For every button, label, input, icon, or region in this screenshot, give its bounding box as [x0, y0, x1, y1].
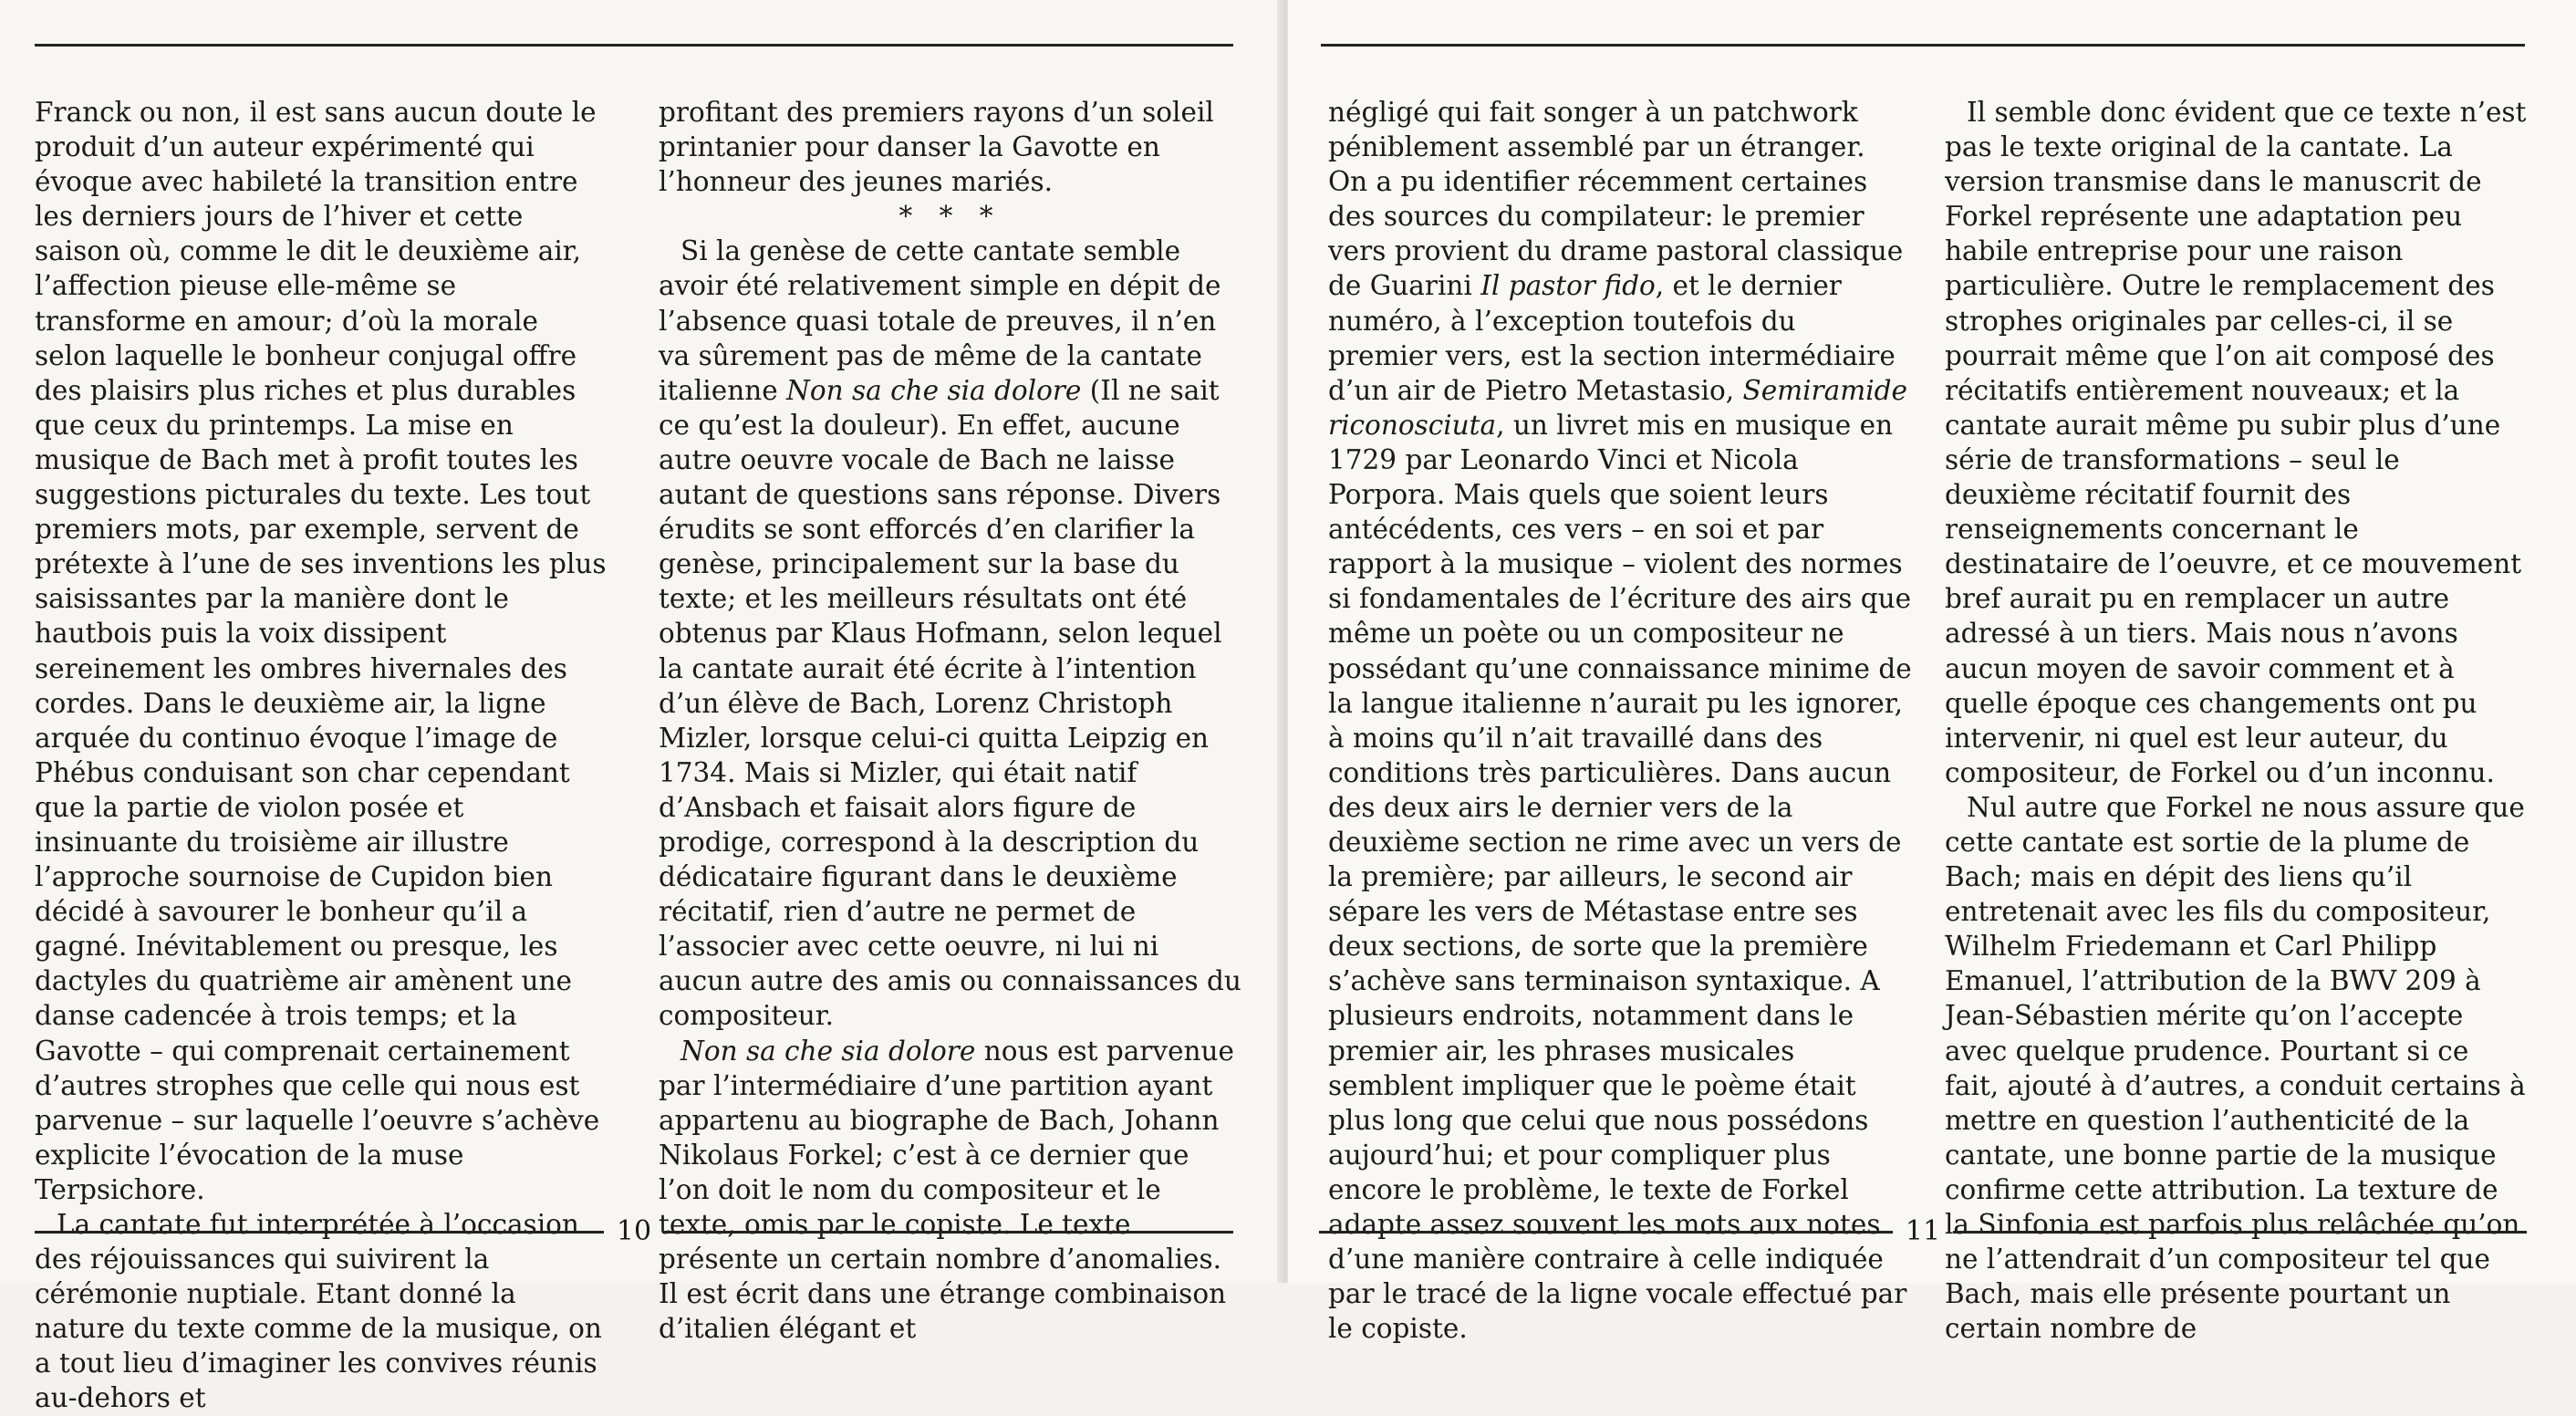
- footer-rule: [664, 1231, 1233, 1234]
- right-page-column-2: [1945, 95, 2529, 1345]
- italic-title: Non sa che sia dolore: [786, 374, 1082, 406]
- page-number: 10: [616, 1215, 652, 1247]
- footer-rule: [1319, 1231, 1893, 1234]
- section-separator: * * *: [898, 201, 1002, 233]
- paragraph: Il semble donc évident que ce texte n’est pas le texte original de la cantate. La version transmise dans le manuscrit de Forkel représente une adaptation peu habile entreprise pour une raison particulière. Outre le remplacement des strophes originales par celles-ci, il se pourrait même que l’on ait composé des récitatifs entièrement nouveaux; et la cantate aurait même pu subir plus d’une série de transformations – seul le deuxième récitatif fournit des renseignements concernant le destinataire de l’oeuvre, et ce mouvement bref aurait pu en remplacer un autre adressé à un tiers. Mais nous n’avons aucun moyen de savoir comment et à quelle époque ces changements ont pu intervenir, ni quel est leur auteur, du compositeur, de Forkel ou d’un inconnu.: [1945, 97, 2527, 788]
- italic-title: Semiramide riconosciuta: [1328, 374, 1907, 441]
- footer-rule: [35, 1231, 604, 1234]
- paragraph: négligé qui fait songer à un patchwork péniblement assemblé par un étranger. On a pu identifier récemment certaines des sources du compilateur: le premier vers provient du drame pastoral classique de Guarini Il pastor fido, et le dernier numéro, à l’exception toutefois du premier vers, est la section intermédiaire d’un air de Pietro Metastasio, Semiramide riconosciuta, un livret mis en musique en 1729 par Leonardo Vinci et Nicola Porpora. Mais quels que soient leurs antécédents, ces vers – en soi et par rapport à la musique – violent des normes si fondamentales de l’écriture des airs que même un poète ou un compositeur ne possédant qu’une connaissance minime de la langue italienne n’aurait pu les ignorer, à moins qu’il n’ait travaillé dans des conditions très particulières. Dans aucun des deux airs le dernier vers de la deuxième section ne rime avec un vers de la première; par ailleurs, le second air sépare les vers de Métastase entre ses deux sections, de sorte que la première s’achève sans terminaison syntaxique. A plusieurs endroits, notamment dans le premier air, les phrases musicales semblent impliquer que le poème était plus long que celui que nous possédons aujourd’hui; et pour compliquer plus encore le problème, le texte de Forkel adapte assez souvent les mots aux notes d’une manière contraire à celle indiquée par le tracé de la ligne vocale effectué par le copiste.: [1328, 97, 1912, 1345]
- paragraph: Si la genèse de cette cantate semble avoir été relativement simple en dépit de l’absence quasi totale de preuves, il n’en va sûrement pas de même de la cantate italienne Non sa che sia dolore (Il ne sait ce qu’est la douleur). En effet, aucune autre oeuvre vocale de Bach ne laisse autant de questions sans réponse. Divers érudits se sont efforcés d’en clarifier la genèse, principalement sur la base du texte; et les meilleurs résultats ont été obtenus par Klaus Hofmann, selon lequel la cantate aurait été écrite à l’intention d’un élève de Bach, Lorenz Christoph Mizler, lorsque celui-ci quitta Leipzig en 1734. Mais si Mizler, qui était natif d’Ansbach et faisait alors figure de prodige, correspond à la description du dédicataire figurant dans le deuxième récitatif, rien d’autre ne permet de l’associer avec cette oeuvre, ni lui ni aucun autre des amis ou connaissances du compositeur.: [659, 235, 1241, 1032]
- right-page: [1288, 0, 2576, 1345]
- top-rule: [35, 44, 1233, 47]
- paragraph: Franck ou non, il est sans aucun doute le produit d’un auteur expérimenté qui évoque avec habileté la transition entre les derniers jours de l’hiver et cette saison où, comme le dit le deuxième air, l’affection pieuse elle-même se transforme en amour; d’où la morale selon laquelle le bonheur conjugal offre des plaisirs plus riches et plus durables que ceux du printemps. La mise en musique de Bach met à profit toutes les suggestions picturales du texte. Les tout premiers mots, par exemple, servent de prétexte à l’une de ses inventions les plus saisissantes par la manière dont le hautbois puis la voix dissipent sereinement les ombres hivernales des cordes. Dans le deuxième air, la ligne arquée du continuo évoque l’image de Phébus conduisant son char cependant que la partie de violon posée et insinuante du troisième air illustre l’approche sournoise de Cupidon bien décidé à savourer le bonheur qu’il a gagné. Inévitablement ou presque, les dactyles du quatrième air amènent une danse cadencée à trois temps; et la Gavotte – qui comprenait certainement d’autres strophes que celle qui nous est parvenue – sur laquelle l’oeuvre s’achève explicite l’évocation de la muse Terpsichore.: [35, 97, 607, 1205]
- italic-title: Il pastor fido: [1480, 270, 1656, 302]
- paragraph: Nul autre que Forkel ne nous assure que cette cantate est sortie de la plume de Bach; mais en dépit des liens qu’il entretenait avec les fils du compositeur, Wilhelm Friedemann et Carl Philipp Emanuel, l’attribution de la BWV 209 à Jean-Sébastien mérite qu’on l’accepte avec quelque prudence. Pourtant si ce fait, ajouté à d’autres, a conduit certains à mettre en question l’authenticité de la cantate, une bonne partie de la musique confirme cette attribution. La texture de la Sinfonia est parfois plus relâchée qu’on ne l’attendrait d’un compositeur tel que Bach, mais elle présente pourtant un certain nombre de: [1945, 791, 2526, 1345]
- paragraph: Non sa che sia dolore nous est parvenue par l’intermédiaire d’une partition ayant appartenu au biographe de Bach, Johann Nikolaus Forkel; c’est à ce dernier que l’on doit le nom du compositeur et le texte, omis par le copiste. Le texte présente un certain nombre d’anomalies. Il est écrit dans une étrange combinaison d’italien élégant et: [659, 1035, 1234, 1345]
- left-page: [0, 0, 1283, 1414]
- page-footer: [35, 1216, 1233, 1247]
- page-footer: [1319, 1216, 2527, 1247]
- paragraph: profitant des premiers rayons d’un soleil printanier pour danser la Gavotte en l’honneur des jeunes mariés.: [659, 97, 1214, 198]
- left-page-column-1: [35, 95, 613, 1414]
- top-rule: [1321, 44, 2525, 47]
- italic-title: Non sa che sia dolore: [680, 1035, 976, 1067]
- right-page-column-1: [1328, 95, 1912, 1345]
- page-number: 11: [1905, 1215, 1941, 1247]
- paragraph: La cantate fut interprétée à l’occasion des réjouissances qui suivirent la cérémonie nuptiale. Etant donné la nature du texte comme de la musique, on a tout lieu d’imaginer les convives réunis au-dehors et: [35, 1209, 602, 1414]
- footer-rule: [1953, 1231, 2527, 1234]
- left-page-column-2: [659, 95, 1242, 1345]
